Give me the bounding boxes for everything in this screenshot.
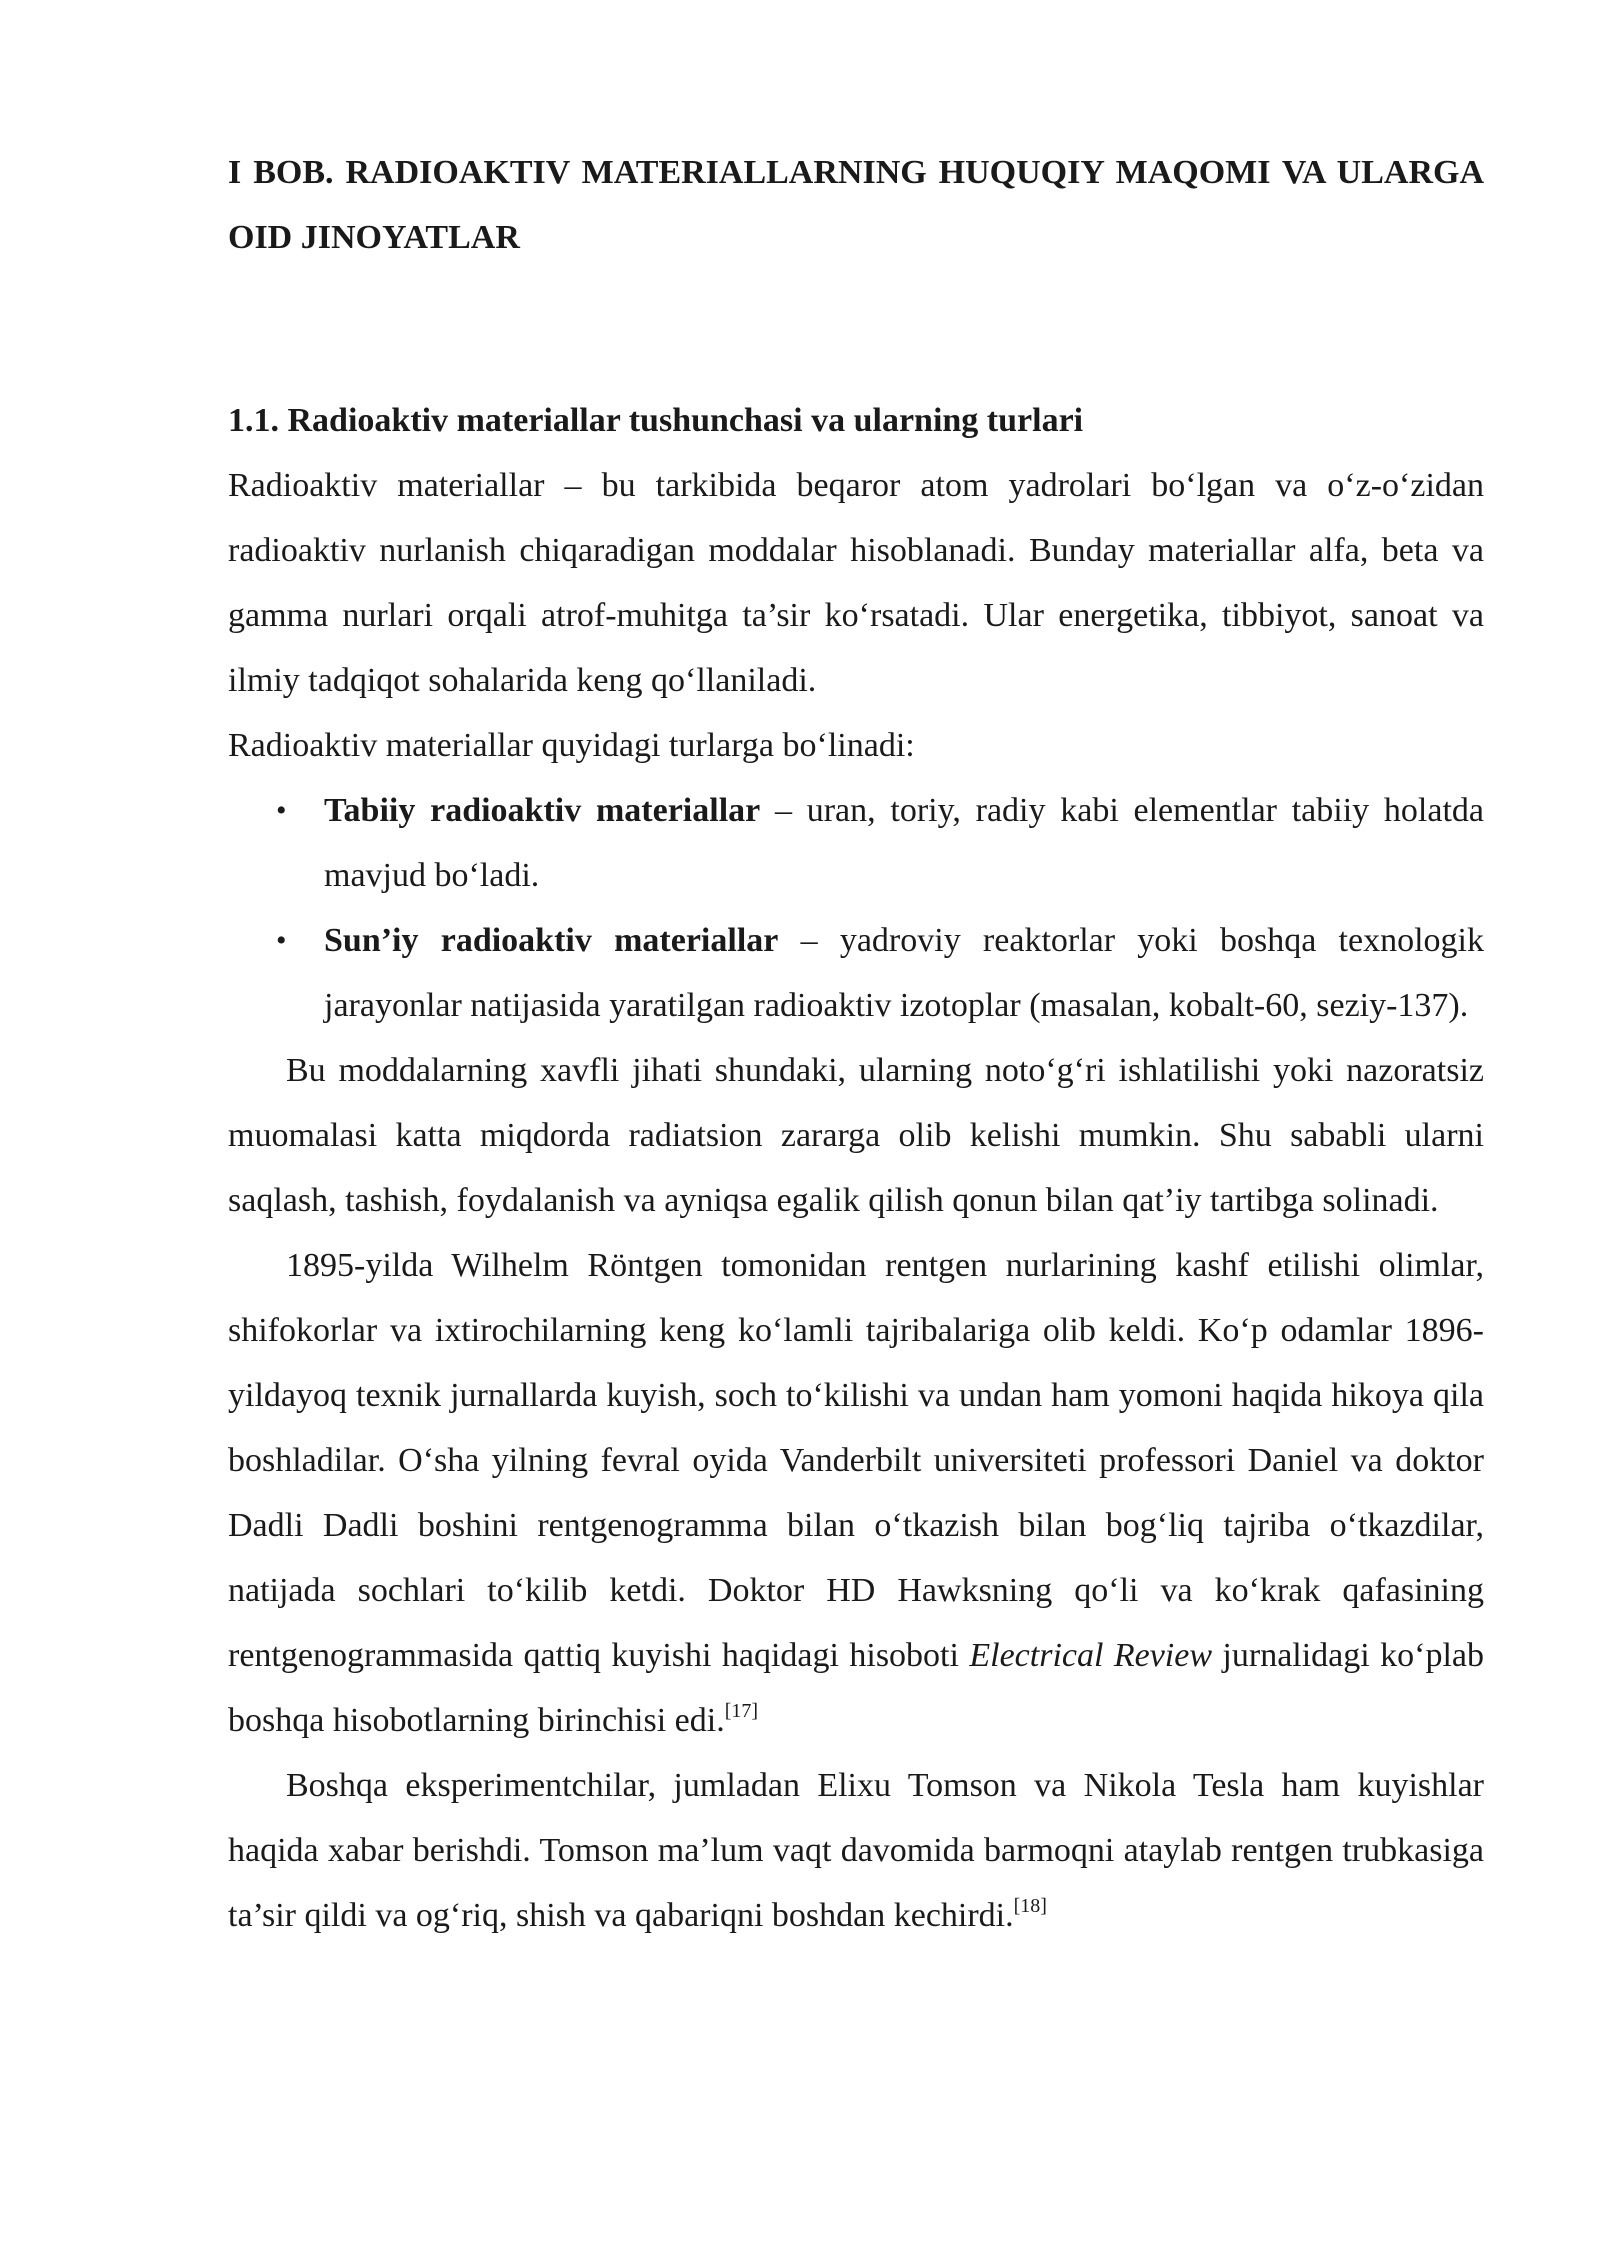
footnote-ref-17[interactable]: [17]	[724, 1700, 759, 1722]
list-item-text: – uran, toriy, radiy kabi elementlar tabiiy holatda mavjud bo‘ladi.	[324, 792, 1484, 894]
paragraph-types-intro: Radioaktiv materiallar quyidagi turlarga bo‘linadi:	[228, 727, 915, 764]
list-item-natural	[228, 778, 1484, 908]
bullet-icon: •	[276, 794, 287, 827]
paragraph-experimenters	[228, 1753, 1484, 1948]
list-item-artificial	[228, 908, 1484, 1038]
section-title: 1.1. Radioaktiv materiallar tushunchasi va ularning turlari	[228, 402, 1084, 439]
paragraph-danger: Bu moddalarning xavfli jihati shundaki, ularning noto‘g‘ri ishlatilishi yoki nazoratsiz muomalasi katta miqdorda radiatsion zararga olib kelishi mumkin. Shu sababli ularni saqlash, tashish, foydalanish va ayniqsa egalik qilish qonun bilan qat’iy tartibga solinadi.	[228, 1052, 1484, 1219]
paragraph-definition: Radioaktiv materiallar – bu tarkibida beqaror atom yadrolari bo‘lgan va o‘z-o‘zidan radioaktiv nurlanish chiqaradigan moddalar hisoblanadi. Bunday materiallar alfa, beta va gamma nurlari orqali atrof-muhitga ta’sir ko‘rsatadi. Ular energetika, tibbiyot, sanoat va ilmiy tadqiqot sohalarida keng qo‘llaniladi.	[228, 467, 1484, 699]
types-list	[228, 778, 1484, 1038]
bullet-icon: •	[276, 924, 287, 957]
footnote-ref-18[interactable]: [18]	[1013, 1895, 1047, 1917]
list-item-term: Tabiiy radioaktiv materiallar	[324, 792, 761, 829]
history-text-end: jurnalidagi ko‘plab boshqa hisobotlarning birinchisi edi.	[228, 1637, 1484, 1739]
document-page	[228, 140, 1484, 1948]
chapter-title: I BOB. RADIOAKTIV MATERIALLARNING HUQUQIY MAQOMI VA ULARGA OID JINOYATLAR	[228, 154, 1484, 256]
history-text: 1895-yilda Wilhelm Röntgen tomonidan rentgen nurlarining kashf etilishi olimlar, shifokorlar va ixtirochilarning keng ko‘lamli tajribalariga olib keldi. Ko‘p odamlar 1896-yildayoq texnik jurnallarda kuyish, soch to‘kilishi va undan ham yomoni haqida hikoya qila boshladilar. O‘sha yilning fevral oyida Vanderbilt universiteti professori Daniel va doktor Dadli Dadli boshini rentgenogramma bilan o‘tkazish bilan bog‘liq tajriba o‘tkazdilar, natijada sochlari to‘kilib ketdi. Doktor HD Hawksning qo‘li va ko‘krak qafasining rentgenogrammasida qattiq kuyishi haqidagi hisoboti	[228, 1247, 1484, 1674]
list-item-text: – yadroviy reaktorlar yoki boshqa texnologik jarayonlar natijasida yaratilgan radioaktiv izotoplar (masalan, kobalt-60, seziy-137).	[324, 922, 1484, 1024]
experimenters-text: Boshqa eksperimentchilar, jumladan Elixu Tomson va Nikola Tesla ham kuyishlar haqida xabar berishdi. Tomson ma’lum vaqt davomida barmoqni ataylab rentgen trubkasiga ta’sir qildi va og‘riq, shish va qabariqni boshdan kechirdi.	[228, 1767, 1484, 1934]
journal-title: Electrical Review	[969, 1637, 1213, 1674]
list-item-term: Sun’iy radioaktiv materiallar	[324, 922, 779, 959]
paragraph-history	[228, 1233, 1484, 1753]
